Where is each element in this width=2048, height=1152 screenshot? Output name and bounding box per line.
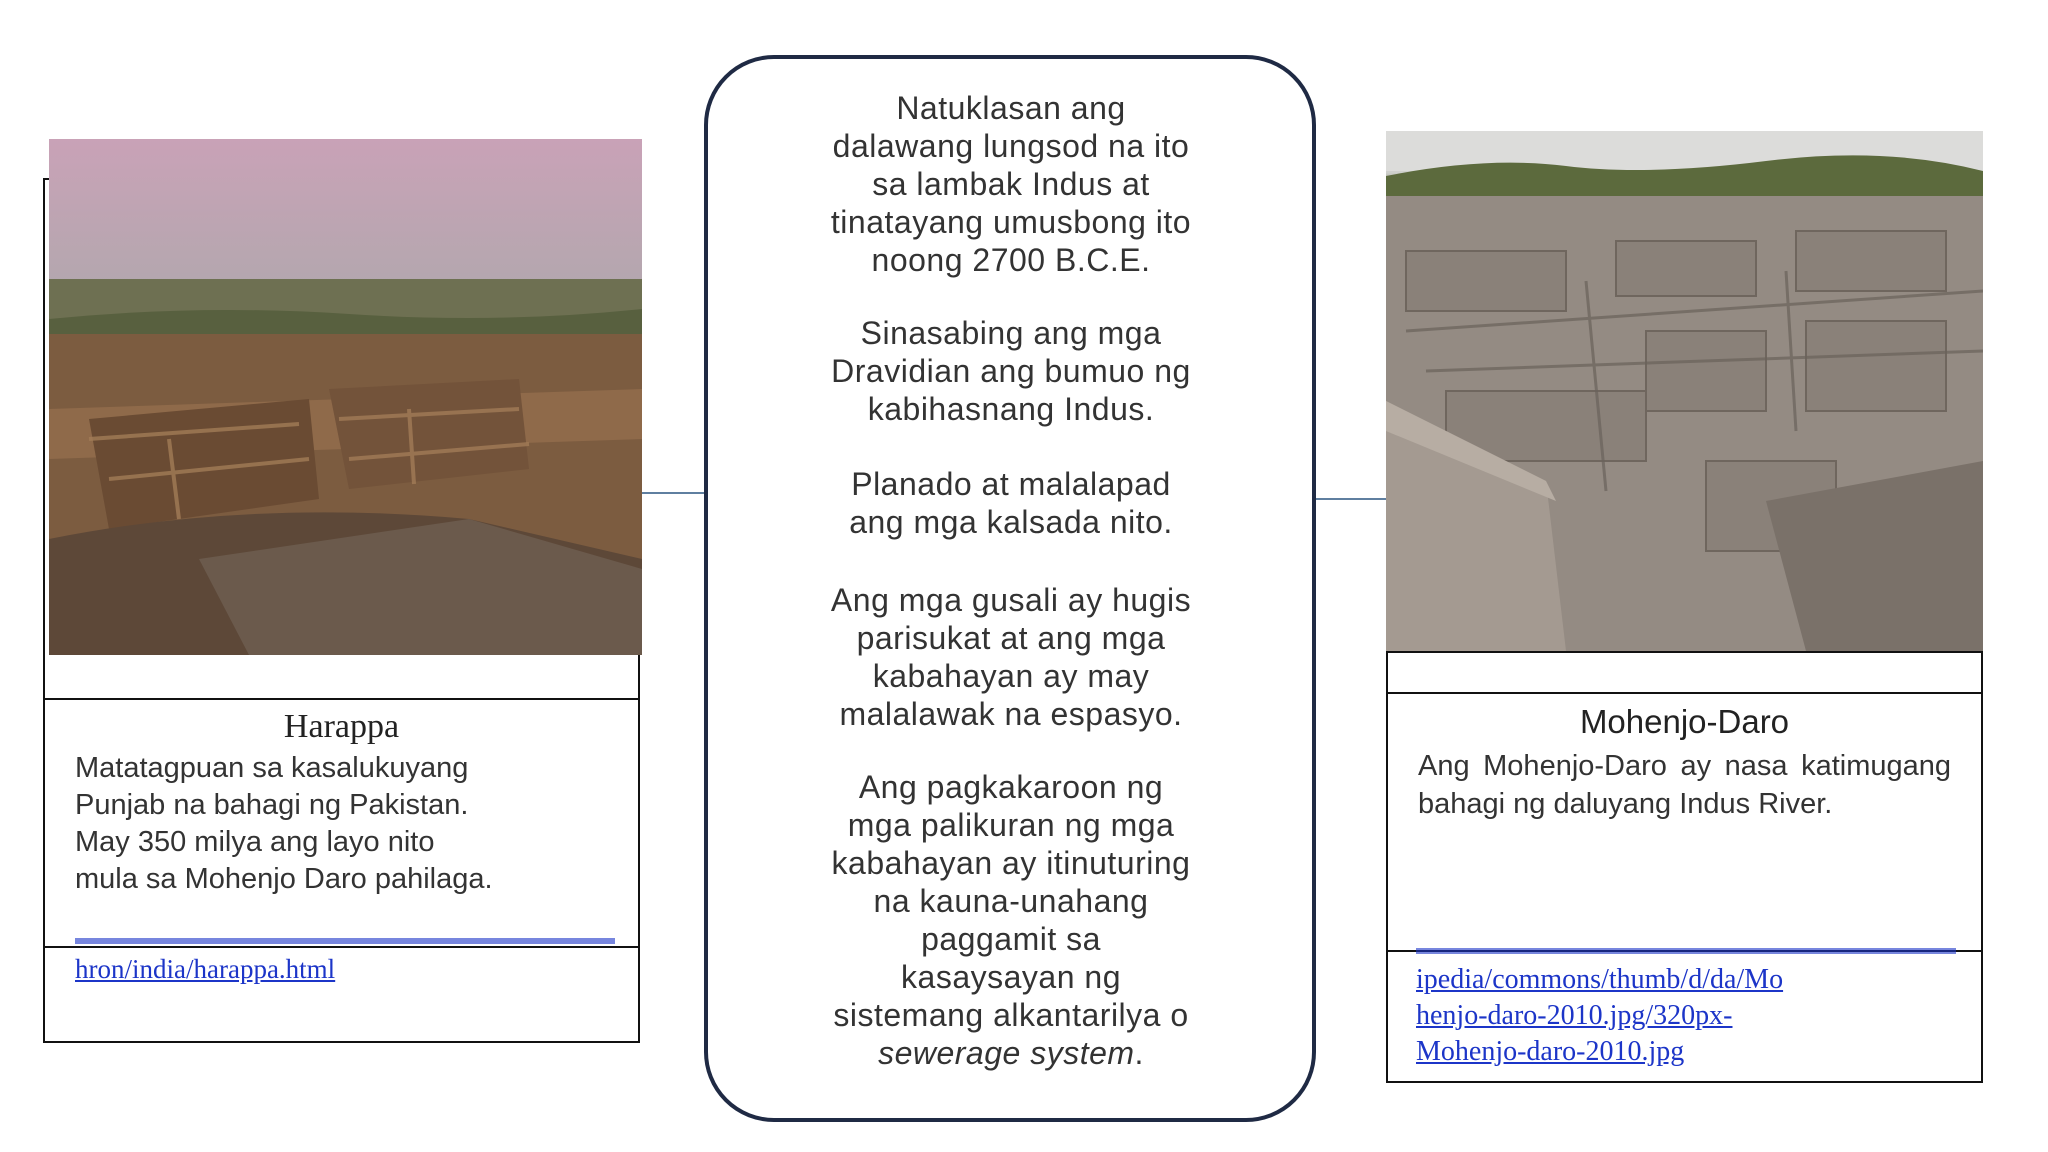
text-line: Ang pagkakaroon ng — [858, 769, 1164, 805]
text-line: sa lambak Indus at — [872, 166, 1150, 202]
text-line: Natuklasan ang — [896, 90, 1126, 126]
text-line — [740, 1034, 1282, 1072]
harappa-description — [75, 750, 635, 898]
harappa-description-line: Punjab na bahagi ng Pakistan. — [75, 789, 469, 821]
harappa-title: Harappa — [283, 708, 400, 745]
text-line: malalawak na espasyo. — [839, 696, 1183, 732]
text-line: tinatayang umusbong ito — [830, 204, 1192, 240]
text-line: na kauna-unahang — [873, 883, 1149, 919]
connector-left — [642, 492, 704, 494]
info-paragraph-sewerage — [740, 768, 1282, 1072]
text-line: Dravidian ang bumuo ng — [831, 353, 1191, 389]
text-line: Planado at malalapad — [851, 466, 1171, 502]
harappa-description-line: mula sa Mohenjo Daro pahilaga. — [75, 863, 493, 895]
text-line: kabahayan ay itinuturing — [831, 845, 1191, 881]
text-line: noong 2700 B.C.E. — [871, 242, 1151, 278]
period: . — [1134, 1035, 1144, 1071]
text-line: ang mga kalsada nito. — [849, 504, 1173, 540]
mohenjo-link-line[interactable]: henjo-daro-2010.jpg/320px- — [1416, 1000, 1733, 1031]
harappa-source-link[interactable] — [75, 952, 635, 986]
mohenjo-daro-title: Mohenjo-Daro — [1579, 703, 1790, 740]
info-paragraph-roads — [740, 465, 1282, 541]
text-line: dalawang lungsod na ito — [832, 128, 1190, 164]
text-line: mga palikuran ng mga — [847, 807, 1175, 843]
text-line: Ang mga gusali ay hugis — [830, 582, 1192, 618]
mohenjo-link-line[interactable]: Mohenjo-daro-2010.jpg — [1416, 1036, 1685, 1067]
info-paragraph-dravidian — [740, 314, 1282, 428]
mohenjo-link-cutoff — [1416, 946, 1956, 958]
mohenjo-daro-source-link[interactable] — [1416, 962, 1976, 1070]
text-line: parisukat at ang mga — [856, 620, 1166, 656]
harappa-description-line: Matatagpuan sa kasalukuyang — [75, 752, 469, 784]
harappa-photo — [49, 139, 642, 655]
text-line: kasaysayan ng — [901, 959, 1121, 995]
mohenjo-link-line[interactable]: ipedia/commons/thumb/d/da/Mo — [1416, 964, 1784, 995]
text-line: Sinasabing ang mga — [860, 315, 1162, 351]
harappa-description-line: May 350 milya ang layo nito — [75, 826, 435, 858]
text-line: kabahayan ay may — [872, 658, 1150, 694]
mohenjo-daro-description: Ang Mohenjo-Daro ay nasa katimugang bahagi ng daluyang Indus River. — [1418, 750, 1951, 820]
text-line: paggamit sa — [921, 921, 1101, 957]
mohenjo-daro-photo — [1386, 131, 1983, 651]
text-line: kabihasnang Indus. — [867, 391, 1155, 427]
text-line: sistemang alkantarilya o — [833, 997, 1189, 1033]
info-paragraph-discovery — [740, 89, 1282, 279]
harappa-link-cutoff — [75, 938, 615, 948]
connector-right — [1316, 498, 1386, 500]
harappa-link-line[interactable]: hron/india/harappa.html — [75, 954, 336, 984]
sewerage-system-term: sewerage system — [878, 1035, 1135, 1071]
info-paragraph-buildings — [740, 581, 1282, 733]
divider — [1386, 692, 1983, 694]
